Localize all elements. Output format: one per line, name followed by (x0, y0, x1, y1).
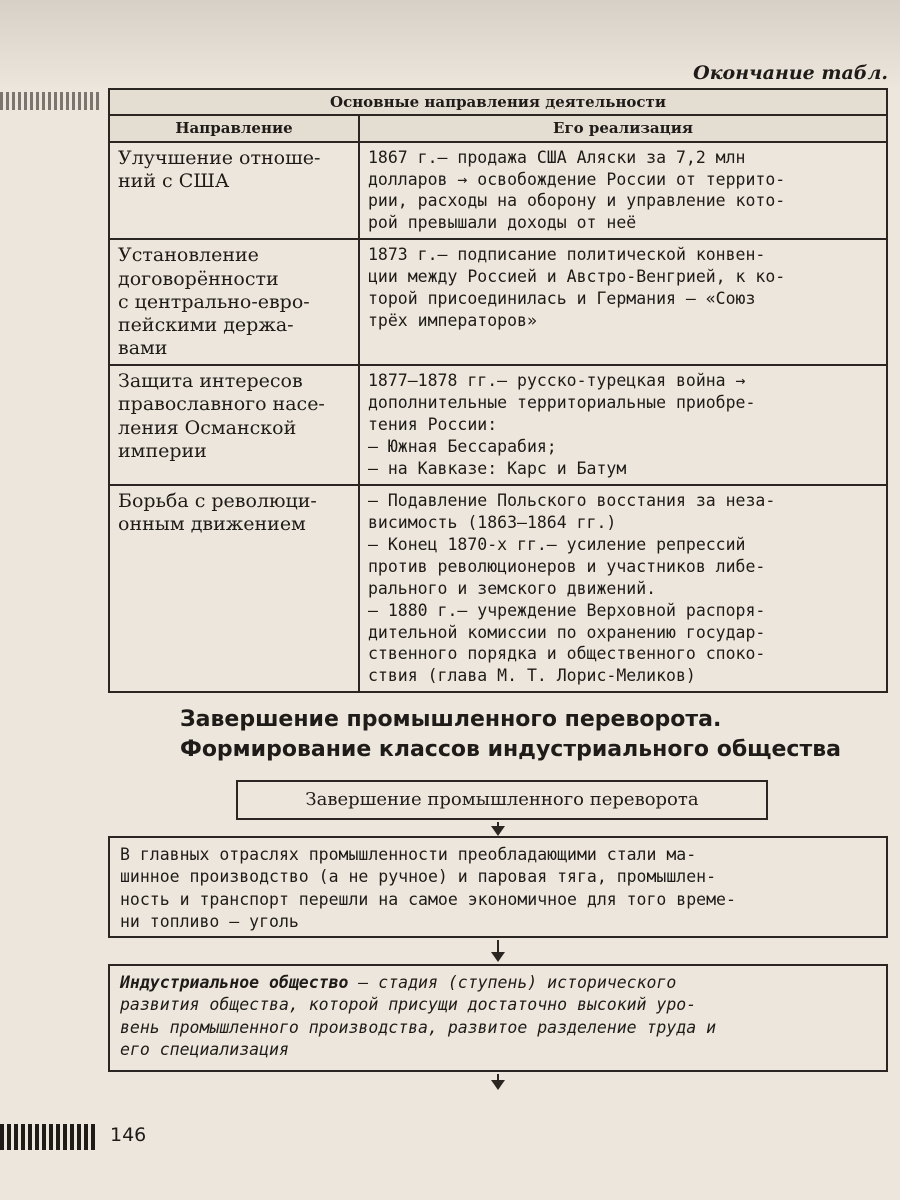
table-row (109, 239, 887, 365)
implementation-line: — на Кавказе: Карс и Батум (368, 458, 627, 478)
diagram-box-industry (108, 836, 888, 938)
diagram-text-line: развития общества, которой присущи достаточно высокий уро- (120, 995, 697, 1015)
implementation-cell (359, 485, 887, 692)
direction-line: договорённости (118, 267, 279, 290)
direction-line: Защита интересов (118, 370, 303, 393)
direction-line: с центрально-евро- (118, 290, 310, 313)
diagram-text-line: вень промышленного производства, развитое разделение труда и (120, 1017, 717, 1037)
table-body (109, 142, 887, 693)
page-number: 146 (110, 1124, 147, 1146)
down-arrow-icon (497, 1074, 499, 1082)
implementation-line: рального и земского движений. (368, 578, 657, 598)
implementation-line: против революционеров и участников либе- (368, 556, 766, 576)
direction-line: ний с США (118, 169, 230, 192)
directions-table (108, 88, 888, 693)
down-arrow-icon (497, 822, 499, 828)
implementation-line: — 1880 г.— учреждение Верховной распоря- (368, 600, 766, 620)
implementation-line: торой присоединилась и Германия — «Союз (368, 289, 756, 309)
definition-first-line (120, 972, 876, 994)
diagram-title-box: Завершение промышленного переворота (236, 780, 768, 820)
implementation-cell (359, 142, 887, 240)
implementation-line: 1873 г.— подписание политической конвен- (368, 245, 766, 265)
direction-line: Борьба с революци- (118, 489, 317, 512)
implementation-cell (359, 365, 887, 485)
direction-line: Установление (118, 244, 259, 267)
implementation-line: ствия (глава М. Т. Лорис-Меликов) (368, 666, 696, 686)
direction-cell (109, 239, 359, 365)
implementation-line: — Подавление Польского восстания за неза- (368, 490, 776, 510)
table-heading: Основные направления деятельности (109, 89, 887, 115)
implementation-line: 1867 г.— продажа США Аляски за 7,2 млн (368, 147, 746, 167)
implementation-line: 1877—1878 гг.— русско-турецкая война → (368, 371, 746, 391)
implementation-line: ции между Россией и Австро-Венгрией, к ко- (368, 267, 786, 287)
direction-line: онным движением (118, 513, 306, 536)
diagram-text-line: шинное производство (а не ручное) и паровая тяга, промышлен- (120, 867, 717, 887)
implementation-line: — Южная Бессарабия; (368, 437, 557, 457)
implementation-line: висимость (1863—1864 гг.) (368, 512, 617, 532)
implementation-line: ственного порядка и общественного споко- (368, 644, 766, 664)
direction-cell (109, 142, 359, 240)
direction-line: пейскими держа- (118, 313, 294, 336)
table-header-row (109, 115, 887, 141)
direction-cell (109, 365, 359, 485)
down-arrow-icon (497, 940, 499, 954)
table-row (109, 142, 887, 240)
diagram-text-line: ни топливо — уголь (120, 911, 299, 931)
section-heading-line: Завершение промышленного переворота. (180, 707, 722, 732)
direction-line: Улучшение отноше- (118, 146, 321, 169)
implementation-line: трёх императоров» (368, 311, 537, 331)
diagram-text-line: В главных отраслях промышленности преобладающими стали ма- (120, 845, 697, 864)
implementation-line: долларов → освобождение России от террито- (368, 169, 786, 189)
page-footer-marker (0, 1124, 95, 1150)
direction-line: ления Османской (118, 416, 297, 439)
margin-marker (0, 92, 100, 110)
definition-term: Индустриальное общество (120, 973, 349, 992)
column-header-implementation: Его реализация (359, 115, 887, 141)
section-heading-line: Формирование классов индустриального общества (180, 736, 841, 762)
implementation-line: тения России: (368, 415, 498, 435)
direction-cell (109, 485, 359, 692)
column-header-direction: Направление (109, 115, 359, 141)
implementation-line: дительной комиссии по охранению государ- (368, 622, 766, 642)
table-row (109, 485, 887, 692)
definition-first-rest: — стадия (ступень) исторического (348, 973, 677, 992)
implementation-line: рии, расходы на оборону и управление кото- (368, 191, 786, 211)
table-heading-row (109, 89, 887, 115)
table-caption: Окончание табл. (693, 62, 888, 84)
diagram-text-line: его специализация (120, 1039, 289, 1059)
table-row (109, 365, 887, 485)
direction-line: империи (118, 439, 207, 462)
diagram-text-line: ность и транспорт перешли на самое экономичное для того време- (120, 889, 736, 909)
diagram-box-definition (108, 964, 888, 1072)
implementation-line: рой превышали доходы от неё (368, 213, 637, 233)
direction-line: вами (118, 337, 168, 360)
implementation-cell (359, 239, 887, 365)
implementation-line: — Конец 1870-х гг.— усиление репрессий (368, 534, 746, 554)
section-heading (180, 705, 880, 764)
implementation-line: дополнительные территориальные приобре- (368, 393, 756, 413)
direction-line: православного насе- (118, 393, 325, 416)
